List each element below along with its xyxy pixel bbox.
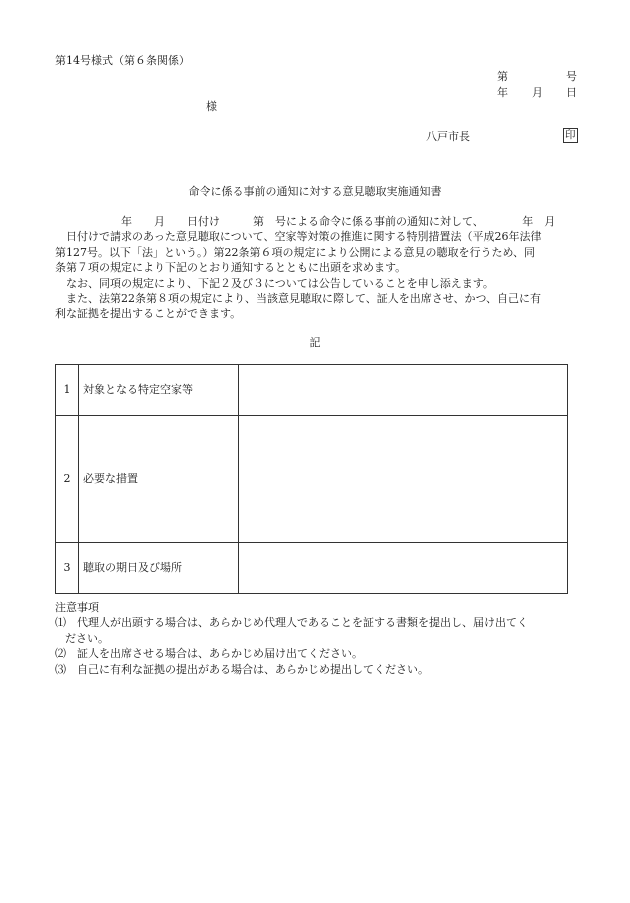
row-value: [239, 543, 568, 594]
date-year: 年: [497, 86, 508, 99]
body-line: 日付けで請求のあった意見聴取について、空家等対策の推進に関する特別措置法（平成26年法律: [55, 230, 542, 244]
table-row: [56, 543, 568, 594]
body-line: また、法第22条第８項の規定により、当該意見聴取に際して、証人を出席させ、かつ、自己に有: [55, 291, 542, 305]
body-text: [55, 215, 580, 323]
items-table: [55, 364, 568, 594]
mayor-name: 八戸市長: [426, 130, 470, 143]
date-month: 月: [532, 86, 543, 99]
row-label: 対象となる特定空家等: [79, 365, 239, 416]
row-number: 2: [56, 416, 79, 543]
note-item-continuation: ださい。: [65, 631, 109, 645]
number-prefix: 第: [497, 70, 508, 83]
body-line: 利な証拠を提出することができます。: [55, 307, 242, 321]
document-title: 命令に係る事前の通知に対する意見聴取実施通知書: [188, 185, 442, 198]
row-label: 聴取の期日及び場所: [79, 543, 239, 594]
body-line: 第127号。以下「法」という。）第22条第６項の規定により公開による意見の聴取を行うため、同: [55, 245, 536, 259]
row-value: [239, 416, 568, 543]
body-line: なお、同項の規定により、下記２及び３については公告していることを申し添えます。: [55, 276, 494, 290]
table-row: [56, 365, 568, 416]
notes-section: [55, 601, 580, 678]
number-suffix: 号: [566, 70, 577, 83]
note-item: ⑴ 代理人が出頭する場合は、あらかじめ代理人であることを証する書類を提出し、届け出てく: [55, 616, 528, 630]
row-number: 3: [56, 543, 79, 594]
ki-heading: 記: [309, 336, 321, 349]
body-line: 年 月 日付け 第 号による命令に係る事前の通知に対して、 年 月: [55, 215, 556, 228]
row-value: [239, 365, 568, 416]
notes-heading: 注意事項: [55, 601, 99, 614]
body-line: 条第７項の規定により下記のとおり通知するとともに出頭を求めます。: [55, 261, 407, 275]
form-label: 第14号様式（第６条関係）: [55, 54, 190, 67]
row-label: 必要な措置: [79, 416, 239, 543]
addressee-suffix: 様: [206, 100, 217, 113]
note-item: ⑶ 自己に有利な証拠の提出がある場合は、あらかじめ提出してください。: [55, 662, 429, 676]
note-item: ⑵ 証人を出席させる場合は、あらかじめ届け出てください。: [55, 647, 363, 661]
row-number: 1: [56, 365, 79, 416]
date-day: 日: [566, 86, 577, 99]
seal-mark: 印: [565, 129, 576, 141]
table-row: [56, 416, 568, 543]
